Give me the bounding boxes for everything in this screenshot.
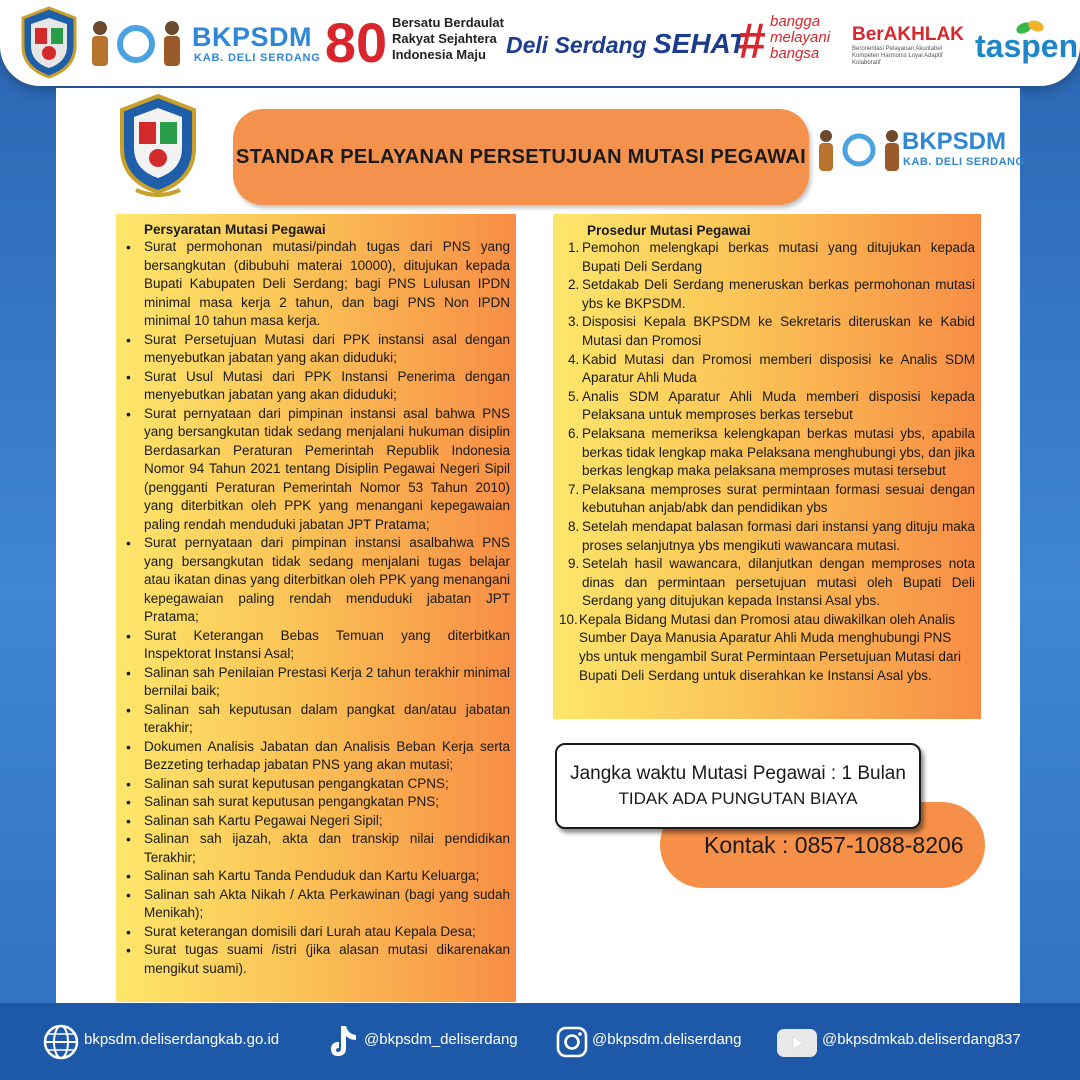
duration-text: Jangka waktu Mutasi Pegawai : 1 Bulan <box>570 763 906 784</box>
step-text: Pemohon melengkapi berkas mutasi yang ditujukan kepada Bupati Deli Serdang <box>582 240 975 274</box>
page-title: STANDAR PELAYANAN PERSETUJUAN MUTASI PEGAWAI <box>236 145 806 168</box>
requirement-item: • Surat pernyataan dari pimpinan instansi asalbahwa PNS yang bersangkutan tidak sedang menjalani tugas belajar atau ikatan dinas yang diterbitkan oleh PPK yang menangani kepegawaian paling rendah menduduki jabatan JPT Pratama; <box>124 534 510 627</box>
requirement-item: • Surat Usul Mutasi dari PPK Instansi Penerima dengan menyebutkan jabatan yang akan diduduki; <box>124 368 510 405</box>
hashtag-line: bangga <box>770 13 821 30</box>
step-number: 9. <box>568 556 580 572</box>
procedure-step <box>559 313 975 350</box>
step-text: Setdakab Deli Serdang meneruskan berkas permohonan mutasi ybs ke BKPSDM. <box>582 277 975 311</box>
instagram-link[interactable]: @bkpsdm.deliserdang <box>592 1031 742 1048</box>
requirement-item: • Dokumen Analisis Jabatan dan Analisis Beban Kerja serta Bezzeting terhadap jabatan PNS yang akan mutasi; <box>124 738 510 775</box>
step-number: 5. <box>568 388 580 404</box>
step-number: 7. <box>568 481 580 497</box>
logo-text: BKPSDM <box>902 128 1007 155</box>
requirement-item: • Salinan sah surat keputusan pengangkatan PNS; <box>124 793 510 812</box>
step-number: 4. <box>568 351 580 367</box>
procedure-panel <box>553 214 981 719</box>
requirement-item: • Salinan sah ijazah, akta dan transkip nilai pendidikan Terakhir; <box>124 830 510 867</box>
step-text: Pelaksana memeriksa kelengkapan berkas mutasi ybs, apabila berkas tidak lengkap maka Pelaksana menghubungi ybs, dan jika berkas lengkap maka pelaksana memproses mutasi tersebut <box>582 425 975 479</box>
youtube-link[interactable]: @bkpsdmkab.deliserdang837 <box>822 1031 1021 1048</box>
requirement-item: • Surat keterangan domisili dari Lurah atau Kepala Desa; <box>124 923 510 942</box>
slogan-line: Rakyat Sejahtera <box>392 31 497 46</box>
website-link[interactable]: bkpsdm.deliserdangkab.go.id <box>84 1031 280 1048</box>
procedure-step <box>559 425 975 481</box>
requirement-item: • Surat pernyataan dari pimpinan instansi asal bahwa PNS yang bersangkutan tidak sedang menjalani hukuman disiplin Berdasarkan Peraturan Pemerintah Republik Indonesia Nomor 94 Tahun 2021 tentang Disiplin Pegawai Negeri Sipil (pengganti Peraturan Pemerintah Nomor 53 Tahun 2010) yang diterbitkan oleh PPK yang menangani kepegawaian paling rendah menduduki jabatan JPT Pratama; <box>124 405 510 535</box>
requirement-item: • Salinan sah Kartu Tanda Penduduk dan Kartu Keluarga; <box>124 867 510 886</box>
globe-icon <box>42 1023 80 1061</box>
requirement-item: • Surat tugas suami /istri (jika alasan mutasi dikarenakan mengikut suami). <box>124 941 510 978</box>
title-banner <box>233 109 809 205</box>
duration-box <box>555 743 921 829</box>
tiktok-link[interactable]: @bkpsdm_deliserdang <box>364 1031 518 1048</box>
step-text: Kabid Mutasi dan Promosi memberi disposisi ke Analis SDM Aparatur Ahli Muda <box>582 351 975 386</box>
requirement-item: • Salinan sah Penilaian Prestasi Kerja 2 tahun terakhir minimal bernilai baik; <box>124 664 510 701</box>
youtube-icon <box>776 1028 818 1058</box>
berakhlak-logo: BerAKHLAK <box>852 24 964 45</box>
step-text: Kepala Bidang Mutasi dan Promosi atau diwakilkan oleh Analis Sumber Daya Manusia Aparatur Ahli Muda menghubungi PNS ybs untuk mengambil Surat Permintaan Persetujuan Mutasi dari Bupati Deli Serdang untuk diserahkan ke Instansi Asal ybs. <box>579 611 961 683</box>
hashtag-line: melayani <box>770 29 831 46</box>
requirement-item: • Surat Persetujuan Mutasi dari PPK instansi asal dengan menyebutkan jabatan yang akan diduduki; <box>124 331 510 368</box>
requirement-item: • Salinan sah surat keputusan pengangkatan CPNS; <box>124 775 510 794</box>
no-fee-text: TIDAK ADA PUNGUTAN BIAYA <box>618 789 858 808</box>
people-icon <box>814 124 904 176</box>
logo-subtext: KAB. DELI SERDANG <box>903 156 1025 168</box>
procedure-step <box>559 555 975 611</box>
procedure-step <box>559 518 975 555</box>
step-number: 3. <box>568 314 580 330</box>
sehat-highlight: SEHAT <box>652 28 746 59</box>
procedure-list <box>559 239 975 685</box>
step-number: 6. <box>568 425 580 441</box>
anniversary-number: 80 <box>324 11 388 74</box>
slogan-line: Bersatu Berdaulat <box>392 15 504 30</box>
procedure-step <box>559 276 975 313</box>
requirements-list <box>124 238 510 978</box>
step-number: 8. <box>568 518 580 534</box>
crest-icon <box>18 4 80 80</box>
procedure-step <box>559 351 975 388</box>
people-icon <box>86 14 186 74</box>
step-text: Setelah mendapat balasan formasi dari instansi yang dituju maka proses selanjutnya ybs mengikuti wawancara mutasi. <box>582 518 975 553</box>
procedure-step <box>559 611 975 685</box>
sehat-text: Deli Serdang <box>506 32 653 58</box>
requirements-heading: Persyaratan Mutasi Pegawai <box>144 222 326 237</box>
procedure-heading: Prosedur Mutasi Pegawai <box>587 223 751 238</box>
anniversary-80-logo <box>322 8 390 76</box>
requirement-item: • Salinan sah Kartu Pegawai Negeri Sipil; <box>124 812 510 831</box>
hashtag-logo <box>770 14 830 62</box>
requirement-item: • Salinan sah keputusan dalam pangkat dan/atau jabatan terakhir; <box>124 701 510 738</box>
taspen-logo: taspen <box>975 28 1079 64</box>
top-banner <box>0 0 1080 86</box>
step-text: Analis SDM Aparatur Ahli Muda memberi disposisi kepada Pelaksana untuk memproses berkas tersebut <box>582 388 975 423</box>
procedure-step <box>559 388 975 425</box>
procedure-step <box>559 481 975 518</box>
instagram-icon <box>556 1026 588 1058</box>
requirements-panel <box>116 214 516 1002</box>
step-number: 10. <box>559 611 578 627</box>
step-number: 1. <box>568 240 580 255</box>
crest-icon <box>116 92 200 200</box>
step-number: 2. <box>568 277 580 293</box>
requirement-item: • Surat Keterangan Bebas Temuan yang diterbitkan Inspektorat Instansi Asal; <box>124 627 510 664</box>
logo-text: BKPSDM <box>192 22 313 52</box>
requirement-item: • Surat permohonan mutasi/pindah tugas dari PNS yang bersangkutan (dibubuhi materai 10000), ditujukan kepada Bupati Kabupaten Deli Serdang; bagi PNS Lulusan IPDN minimal masa kerja 2 tahun, dan bagi PNS Non IPDN minimal 10 tahun masa kerja. <box>124 238 510 331</box>
tiktok-icon <box>326 1023 360 1061</box>
berakhlak-subtext: Berorientasi Pelayanan Akuntabel Kompeten Harmonis Loyal Adaptif Kolaboratif <box>852 46 943 66</box>
requirement-item: • Salinan sah Akta Nikah / Akta Perkawinan (bagi yang sudah Menikah); <box>124 886 510 923</box>
hashtag-symbol: # <box>738 13 766 69</box>
slogan-line: Indonesia Maju <box>392 47 486 62</box>
step-text: Disposisi Kepala BKPSDM ke Sekretaris diteruskan ke Kabid Mutasi dan Promosi <box>582 314 975 348</box>
logo-subtext: KAB. DELI SERDANG <box>194 52 321 64</box>
anniversary-slogan <box>392 15 507 63</box>
step-text: Setelah hasil wawancara, dilanjutkan dengan memproses nota dinas dan permintaan persetujuan mutasi oleh Bupati Deli Serdang yang ditujukan kepada Instansi Asal ybs. <box>582 556 975 609</box>
procedure-step <box>559 239 975 276</box>
sehat-logo <box>506 28 746 60</box>
contact-text: Kontak : 0857-1088-8206 <box>704 832 964 858</box>
step-text: Pelaksana memproses surat permintaan formasi sesuai dengan kebutuhan anjab/abk dan pendidikan ybs <box>582 481 975 516</box>
hashtag-line: bangsa <box>770 45 820 62</box>
